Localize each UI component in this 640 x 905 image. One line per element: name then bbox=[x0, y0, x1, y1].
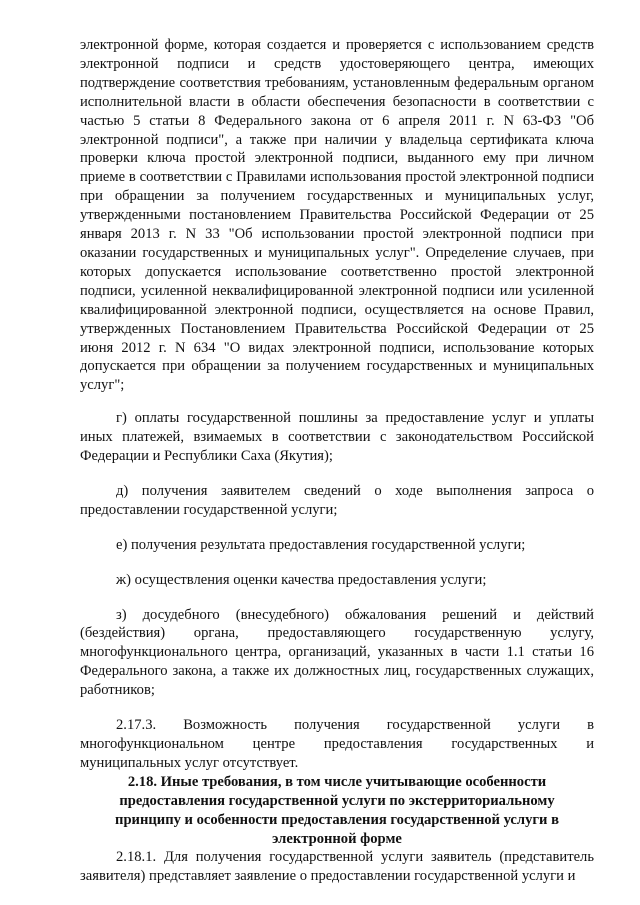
list-item-g: г) оплаты государственной пошлины за предоставление услуг и уплаты иных платежей, взимаемых в соответствии с законодательством Российской Федерации и Республики Саха (Якутия); bbox=[80, 410, 594, 465]
list-item-z: з) досудебного (внесудебного) обжалования решений и действий (бездействия) органа, предоставляющего государственную услугу, многофункционального центра, организаций, указанных в части 1.1 статьи 16 Федерального закона, а также их должностных лиц, государственных служащих, работников; bbox=[80, 606, 594, 699]
document-body bbox=[80, 36, 594, 886]
paragraph-electronic-signature: электронной форме, которая создается и проверяется с использованием средств электронной подписи и средств удостоверяющего центра, имеющих подтверждение соответствия требованиям, установленным федеральным органом исполнительной власти в области обеспечения безопасности в соответствии с частью 5 статьи 8 Федерального закона от 6 апреля 2011 г. N 63-ФЗ "Об электронной подписи", а также при наличии у владельца сертификата ключа проверки ключа простой электронной подписи, выданного ему при личном приеме в соответствии с Правилами использования простой электронной подписи при обращении за получением государственных и муниципальных услуг, утвержденными постановлением Правительства Российской Федерации от 25 января 2013 г. N 33 "Об использовании простой электронной подписи при оказании государственных и муниципальных услуг". Определение случаев, при которых допускается использование соответственно простой электронной подписи, усиленной неквалифицированной электронной подписи или усиленной квалифицированной электронной подписи, осуществляется на основе Правил, утвержденных Постановлением Правительства Российской Федерации от 25 июня 2012 г. N 634 "О видах электронной подписи, использование которых допускается при обращении за получением государственных и муниципальных услуг"; bbox=[80, 37, 594, 394]
paragraph-2-17-3: 2.17.3. Возможность получения государственной услуги в многофункциональном центре предоставления государственных и муниципальных услуг отсутствует. bbox=[80, 717, 594, 771]
list-item-d: д) получения заявителем сведений о ходе выполнения запроса о предоставлении государственной услуги; bbox=[80, 482, 594, 518]
paragraph-2-18-1: 2.18.1. Для получения государственной услуги заявитель (представитель заявителя) представляет заявление о предоставлении государственной услуги и bbox=[80, 849, 594, 885]
section-title-2-18: 2.18. Иные требования, в том числе учитывающие особенности предоставления государственной услуги по экстерриториальному принципу и особенности предоставления государственной услуги в электронной форме bbox=[115, 773, 559, 847]
list-item-e: е) получения результата предоставления государственной услуги; bbox=[116, 536, 526, 553]
list-item-zh: ж) осуществления оценки качества предоставления услуги; bbox=[116, 571, 487, 588]
